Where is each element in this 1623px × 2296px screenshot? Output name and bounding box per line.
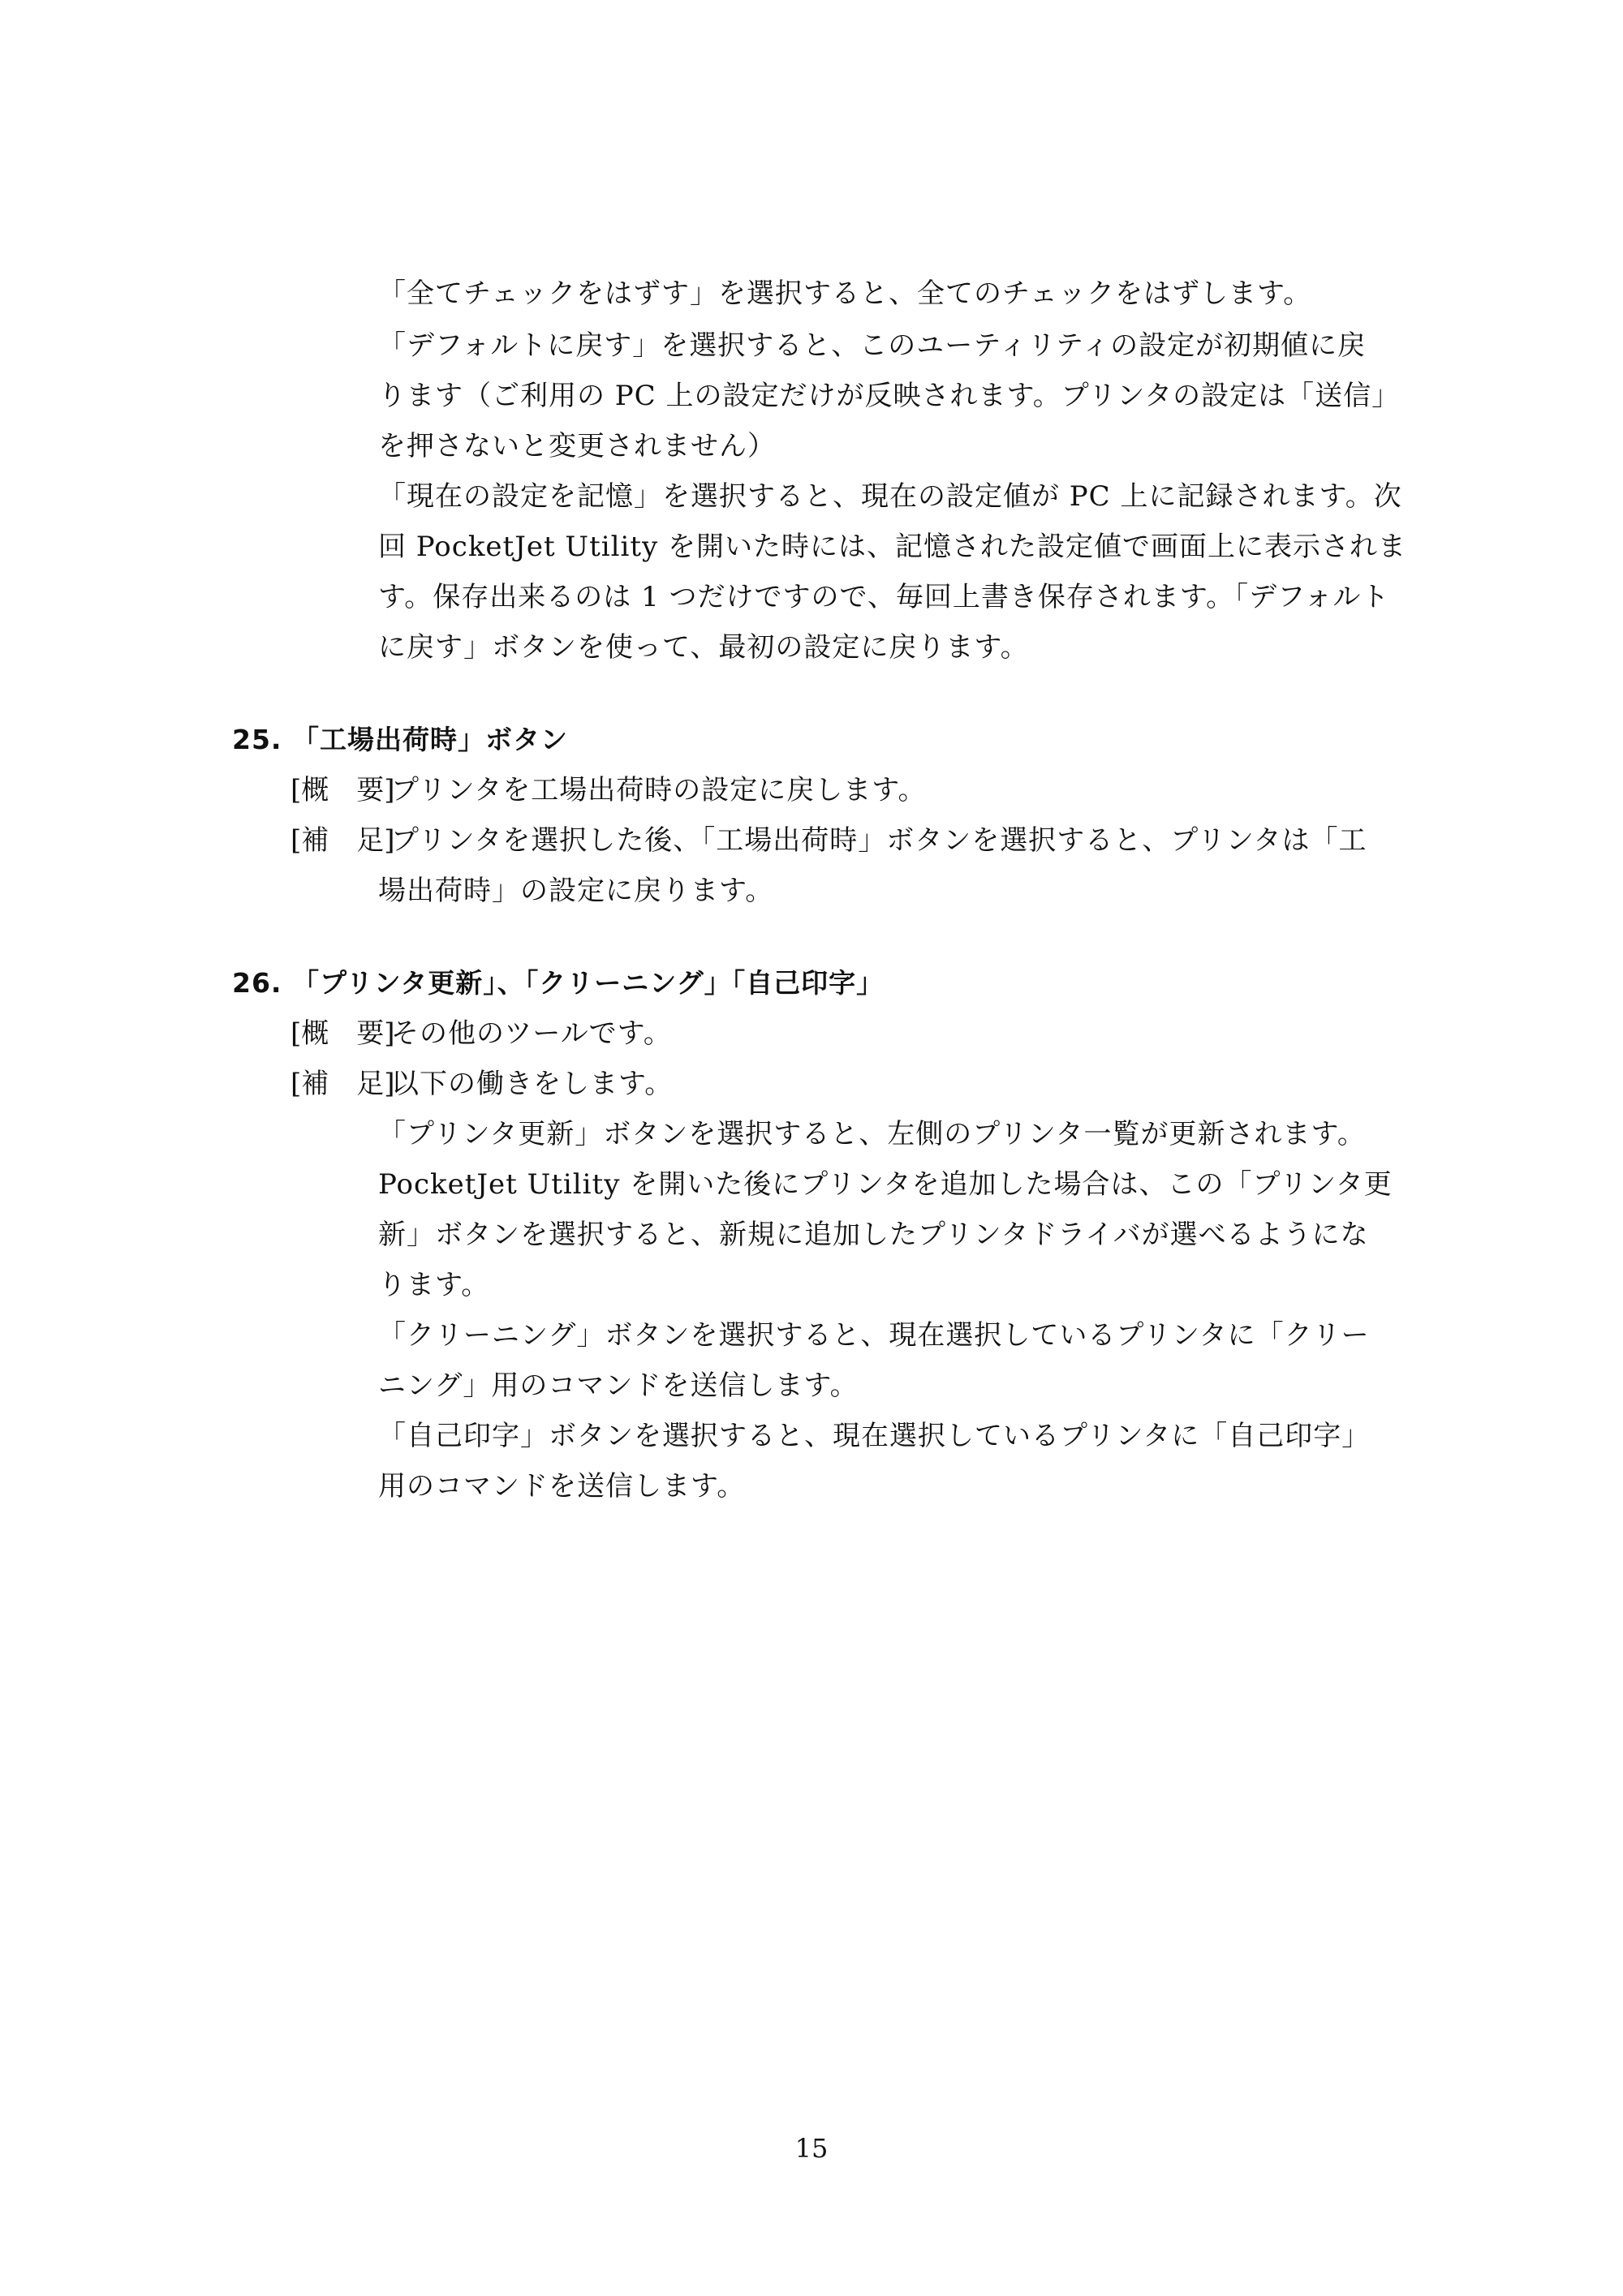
note-label: [補 足]	[291, 1068, 395, 1100]
intro-line: を押さないと変更されません）	[378, 430, 776, 462]
note-text: 以下の働きをします。	[391, 1068, 674, 1100]
intro-line: 回 PocketJet Utility を開いた時には、記憶された設定値で画面上に表示されま	[378, 531, 1407, 563]
note-label: [補 足]	[291, 824, 395, 857]
section-heading: 25. 「工場出荷時」ボタン	[232, 724, 568, 755]
summary-text: その他のツールです。	[391, 1017, 672, 1050]
detail-line: 「プリンタ更新」ボタンを選択すると、左側のプリンタ一覧が更新されます。	[378, 1118, 1366, 1150]
summary-row	[291, 772, 927, 808]
note-text: プリンタを選択した後、「工場出荷時」ボタンを選択すると、プリンタは「工	[391, 824, 1367, 857]
summary-text: プリンタを工場出荷時の設定に戻します。	[391, 774, 927, 806]
detail-line: 新」ボタンを選択すると、新規に追加したプリンタドライバが選べるようにな	[378, 1219, 1369, 1251]
note-continuation: 場出荷時」の設定に戻ります。	[378, 875, 774, 907]
intro-line: に戻す」ボタンを使って、最初の設定に戻ります。	[378, 631, 1029, 664]
detail-line: ります。	[378, 1269, 490, 1301]
section-heading: 26. 「プリンタ更新」、「クリーニング」「自己印字」	[232, 967, 885, 999]
summary-row	[291, 1016, 672, 1051]
note-row	[291, 823, 1367, 858]
detail-line: 「クリーニング」ボタンを選択すると、現在選択しているプリンタに「クリー	[378, 1319, 1370, 1352]
intro-line: 「全てチェックをはずす」を選択すると、全てのチェックをはずします。	[378, 277, 1312, 310]
intro-line: す。保存出来るのは 1 つだけですので、毎回上書き保存されます。「デフォルト	[378, 581, 1390, 613]
detail-line: PocketJet Utility を開いた後にプリンタを追加した場合は、この「プリンタ更	[378, 1168, 1393, 1201]
intro-line: ります（ご利用の PC 上の設定だけが反映されます。プリンタの設定は「送信」	[378, 380, 1401, 412]
intro-line: 「デフォルトに戻す」を選択すると、このユーティリティの設定が初期値に戻	[378, 329, 1367, 362]
detail-line: ニング」用のコマンドを送信します。	[378, 1369, 859, 1402]
intro-line: 「現在の設定を記憶」を選択すると、現在の設定値が PC 上に記録されます。次	[378, 480, 1402, 513]
summary-label: [概 要]	[291, 774, 395, 806]
detail-line: 「自己印字」ボタンを選択すると、現在選択しているプリンタに「自己印字」	[378, 1420, 1371, 1452]
summary-label: [概 要]	[291, 1017, 395, 1050]
detail-line: 用のコマンドを送信します。	[378, 1470, 746, 1503]
page-number: 15	[794, 2133, 829, 2164]
note-row	[291, 1066, 673, 1102]
